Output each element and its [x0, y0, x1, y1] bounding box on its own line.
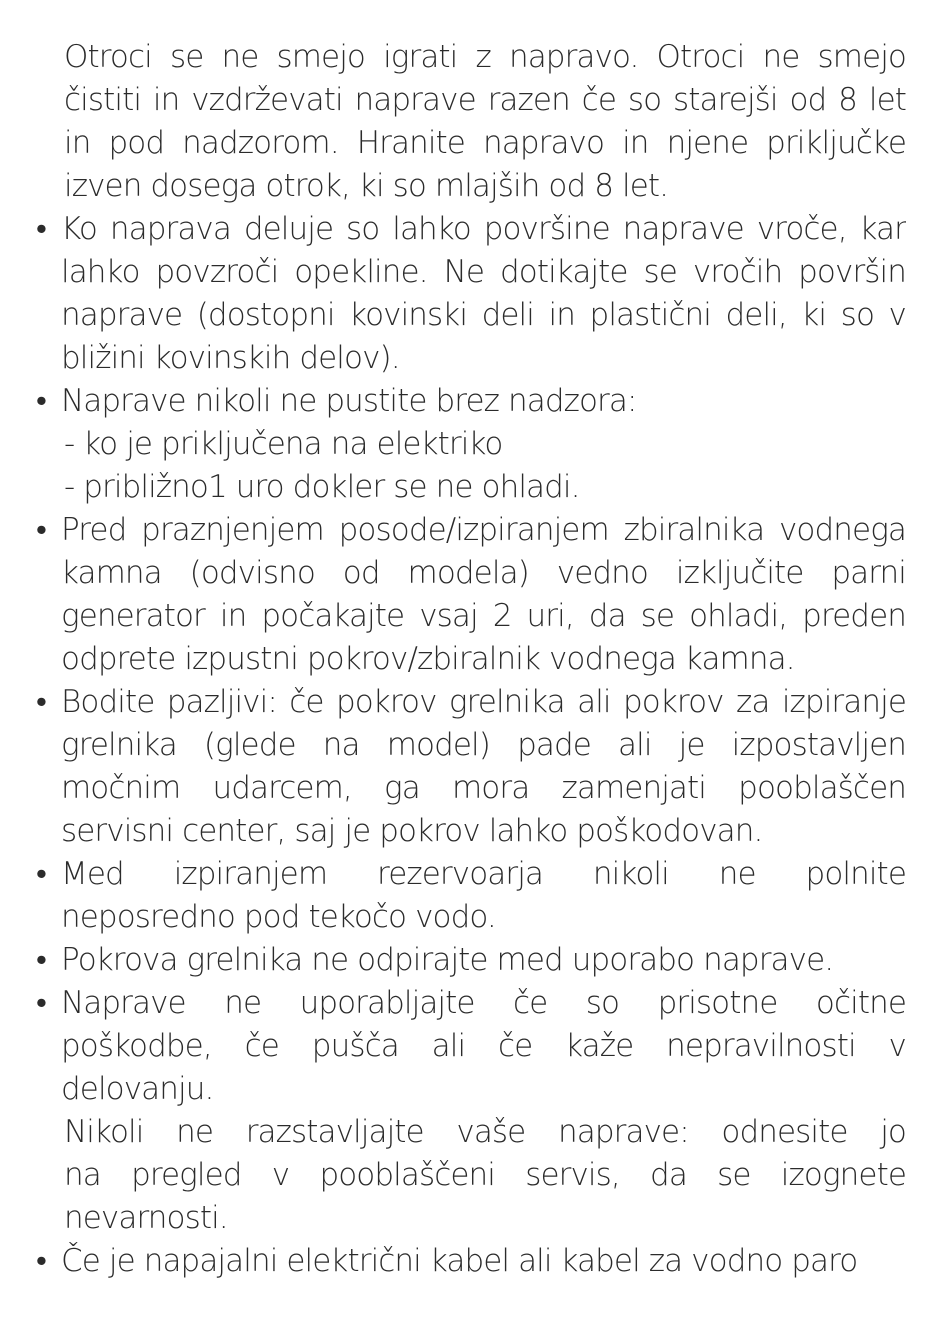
bullet-dot: • [36, 383, 47, 419]
bullet-line: delovanju. [61, 1071, 214, 1107]
intro-line: izven dosega otrok, ki so mlajših od 8 let. [64, 168, 669, 204]
bullet-dot: • [36, 684, 47, 720]
bullet-line: Bodite pazljivi: če pokrov grelnika ali pokrov za izpiranje [61, 684, 906, 720]
bullet-dot: • [36, 512, 47, 548]
bullet-dot: • [36, 211, 47, 247]
paragraph-line: na pregled v pooblaščeni servis, da se izognete [64, 1157, 906, 1193]
bullet-power-cable [0, 1240, 950, 1283]
manual-page [0, 36, 950, 1283]
bullet-line: poškodbe, če pušča ali če kaže nepravilnosti v [61, 1028, 906, 1064]
bullet-line: močnim udarcem, ga mora zamenjati pooblaščen [61, 770, 906, 806]
bullet-do-not-open [0, 939, 950, 982]
intro-line: čistiti in vzdrževati naprave razen če so starejši od 8 let [64, 82, 906, 118]
bullet-line: neposredno pod tekočo vodo. [61, 899, 496, 935]
bullet-line: generator in počakajte vsaj 2 uri, da se ohladi, preden [61, 598, 906, 634]
intro-line: Otroci se ne smejo igrati z napravo. Otroci ne smejo [64, 39, 906, 75]
bullet-dot: • [36, 985, 47, 1021]
bullet-heater-cover [0, 681, 950, 853]
bullet-line: Ko naprava deluje so lahko površine naprave vroče, kar [61, 211, 906, 247]
bullet-line: servisni center, saj je pokrov lahko poškodovan. [61, 813, 763, 849]
bullet-line: Če je napajalni električni kabel ali kabel za vodno paro [61, 1243, 858, 1279]
bullet-dot: • [36, 856, 47, 892]
bullet-line: odprete izpustni pokrov/zbiralnik vodnega kamna. [61, 641, 795, 677]
bullet-line: Pred praznjenjem posode/izpiranjem zbiralnika vodnega [61, 512, 906, 548]
paragraph-line: nevarnosti. [64, 1200, 228, 1236]
bullet-subitem: - ko je priključena na elektriko [64, 426, 503, 462]
bullet-line: naprave (dostopni kovinski deli in plastični deli, ki so v [61, 297, 906, 333]
continuation-paragraph [0, 1111, 950, 1240]
bullet-dot: • [36, 942, 47, 978]
bullet-line: Pokrova grelnika ne odpirajte med uporabo naprave. [61, 942, 834, 978]
bullet-line: Med izpiranjem rezervoarja nikoli ne polnite [61, 856, 906, 892]
bullet-damage [0, 982, 950, 1111]
bullet-line: kamna (odvisno od modela) vedno izključite parni [61, 555, 906, 591]
bullet-line: lahko povzroči opekline. Ne dotikajte se vročih površin [61, 254, 906, 290]
bullet-dot: • [36, 1243, 47, 1279]
bullet-line: Naprave nikoli ne pustite brez nadzora: [61, 383, 637, 419]
intro-paragraph [0, 36, 950, 208]
bullet-subitem: - približno1 uro dokler se ne ohladi. [64, 469, 580, 505]
bullet-hot-surfaces [0, 208, 950, 380]
bullet-line: grelnika (glede na model) pade ali je izpostavljen [61, 727, 906, 763]
bullet-rinsing [0, 853, 950, 939]
paragraph-line: Nikoli ne razstavljajte vaše naprave: odnesite jo [64, 1114, 906, 1150]
bullet-line: Naprave ne uporabljajte če so prisotne očitne [61, 985, 906, 1021]
bullet-supervision [0, 380, 950, 509]
bullet-emptying [0, 509, 950, 681]
intro-line: in pod nadzorom. Hranite napravo in njene priključke [64, 125, 906, 161]
bullet-line: bližini kovinskih delov). [61, 340, 400, 376]
